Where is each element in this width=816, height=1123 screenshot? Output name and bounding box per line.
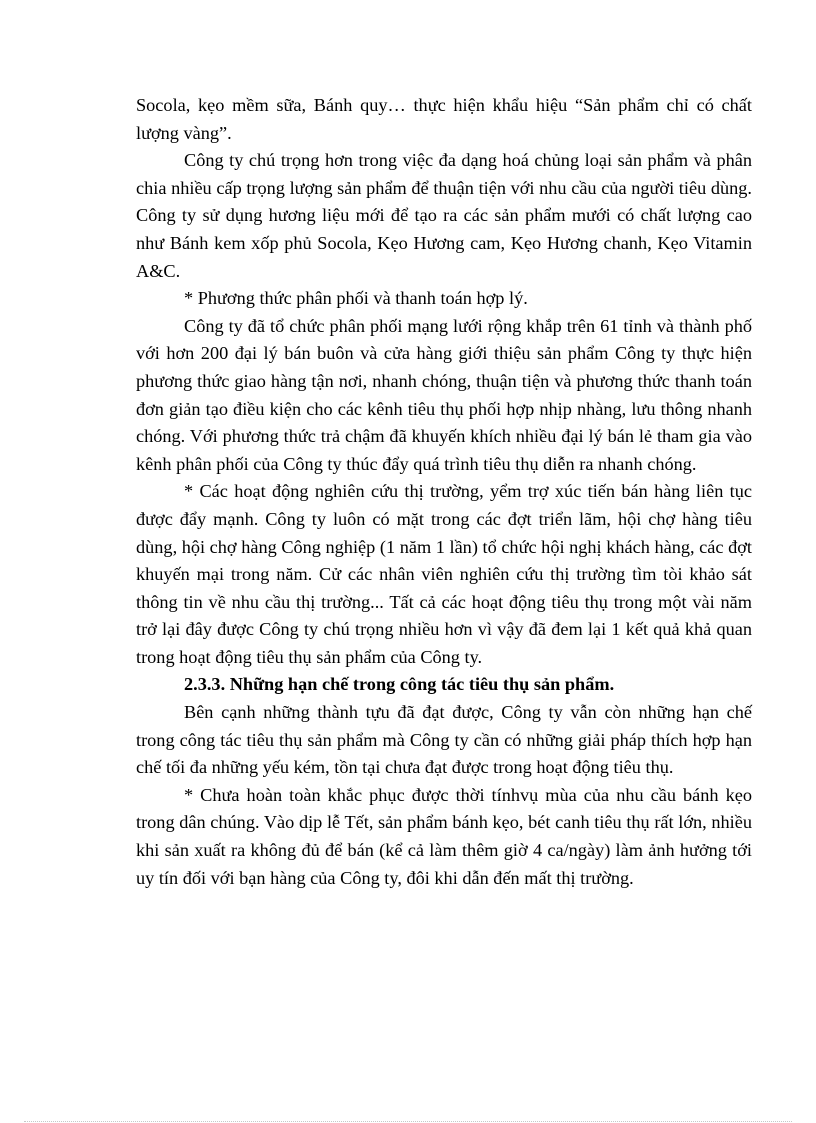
section-heading: 2.3.3. Những hạn chế trong công tác tiêu thụ sản phẩm. — [184, 674, 615, 695]
paragraph-seasonality: * Chưa hoàn toàn khắc phục được thời tínhvụ mùa của nhu cầu bánh kẹo trong dân chúng. Vào dịp lễ Tết, sản phẩm bánh kẹo, bét canh tiêu thụ rất lớn, nhiều khi sản xuất ra không đủ để bán (kể cả làm thêm giờ 4 ca/ngày) làm ảnh hưởng tới uy tín đối với bạn hàng của Công ty, đôi khi dẫn đến mất thị trường. — [136, 784, 752, 888]
paragraph-distribution-method: * Phương thức phân phối và thanh toán hợp lý. — [184, 288, 528, 309]
document-body — [136, 92, 752, 892]
paragraph-limitations-intro: Bên cạnh những thành tựu đã đạt được, Công ty vẫn còn những hạn chế trong công tác tiêu thụ sản phẩm mà Công ty cần có những giải pháp thích hợp hạn chế tối đa những yếu kém, tồn tại chưa đạt được trong hoạt động tiêu thụ. — [136, 702, 752, 778]
paragraph-market-research: * Các hoạt động nghiên cứu thị trường, yểm trợ xúc tiến bán hàng liên tục được đẩy mạnh. Công ty luôn có mặt trong các đợt triển lãm, hội chợ hàng tiêu dùng, hội chợ hàng Công nghiệp (1 năm 1 lần) tổ chức hội nghị khách hàng, các đợt khuyến mại trong năm. Cử các nhân viên nghiên cứu thị trường tìm tòi khảo sát thông tin về nhu cầu thị trường... Tất cả các hoạt động tiêu thụ trong một vài năm trở lại đây được Công ty chú trọng nhiều hơn vì vậy đã đem lại 1 kết quả khả quan trong hoạt động tiêu thụ sản phẩm của Công ty. — [136, 481, 752, 667]
paragraph-product-diversification: Công ty chú trọng hơn trong việc đa dạng hoá chủng loại sản phẩm và phân chia nhiều cấp trọng lượng sản phẩm để thuận tiện với nhu cầu của người tiêu dùng. Công ty sử dụng hương liệu mới để tạo ra các sản phẩm mưới có chất lượng cao như Bánh kem xốp phủ Socola, Kẹo Hương cam, Kẹo Hương chanh, Kẹo Vitamin A&C. — [136, 150, 752, 281]
paragraph-distribution-network: Công ty đã tổ chức phân phối mạng lưới rộng khắp trên 61 tỉnh và thành phố với hơn 200 đại lý bán buôn và cửa hàng giới thiệu sản phẩm Công ty thực hiện phương thức giao hàng tận nơi, nhanh chóng, thuận tiện và phương thức thanh toán đơn giản tạo điều kiện cho các kênh tiêu thụ phối hợp nhịp nhàng, lưu thông nhanh chóng. Với phương thức trả chậm đã khuyến khích nhiều đại lý bán lẻ tham gia vào kênh phân phối của Công ty thúc đẩy quá trình tiêu thụ diễn ra nhanh chóng. — [136, 315, 752, 474]
page-bottom-border — [24, 1121, 792, 1122]
paragraph-product-slogan: Socola, kẹo mềm sữa, Bánh quy… thực hiện khẩu hiệu “Sản phẩm chỉ có chất lượng vàng”. — [136, 95, 752, 143]
